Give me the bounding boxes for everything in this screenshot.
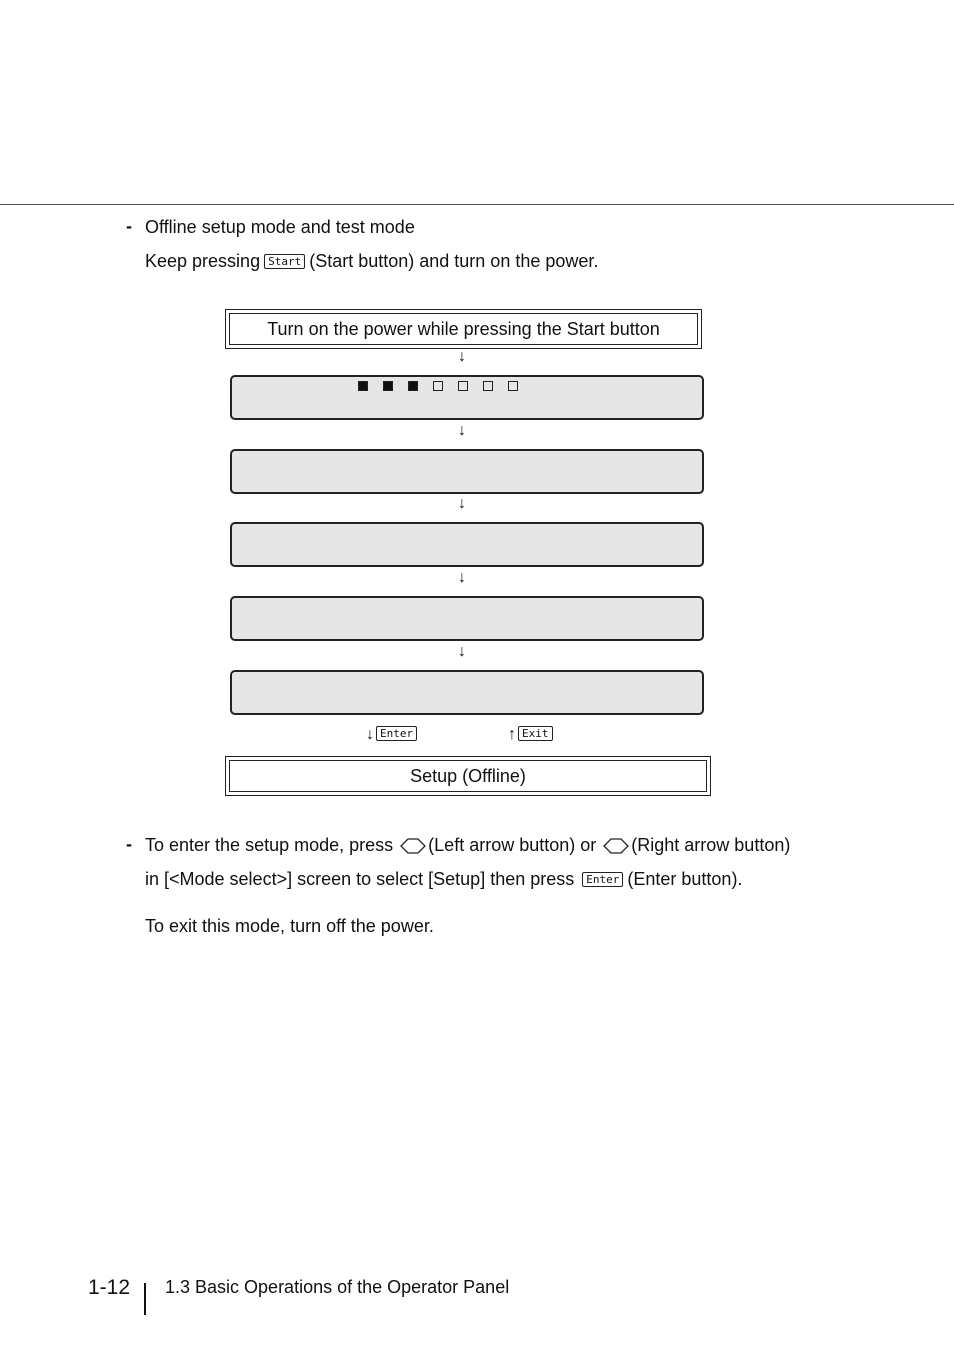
up-arrow-icon: ↑: [508, 726, 516, 743]
lcd-screen-progress: [230, 375, 704, 420]
header-rule: [0, 204, 954, 205]
exit-transition: [508, 726, 557, 744]
start-condition-label: Turn on the power while pressing the Start button: [229, 313, 698, 345]
lcd-screen: [230, 449, 704, 494]
right-arrow-button-icon: [603, 837, 629, 855]
progress-square-filled: [408, 381, 418, 391]
progress-square-empty: [483, 381, 493, 391]
start-condition-box: [225, 309, 702, 349]
footer-divider: [144, 1283, 146, 1315]
lcd-screen: [230, 596, 704, 641]
enter-transition: [366, 726, 421, 744]
progress-square-empty: [458, 381, 468, 391]
lcd-screen: [230, 670, 704, 715]
progress-square-empty: [433, 381, 443, 391]
flow-arrow: ↓: [458, 348, 466, 365]
setup-text-b: (Left arrow button) or: [428, 835, 597, 855]
section-heading: Offline setup mode and test mode: [145, 217, 415, 237]
bullet-dash: -: [126, 216, 132, 236]
setup-offline-box: [225, 756, 711, 796]
progress-square-filled: [383, 381, 393, 391]
enter-key-icon: Enter: [582, 872, 623, 887]
enter-key-icon: Enter: [376, 726, 417, 741]
start-key-icon: Start: [264, 254, 305, 269]
setup-text-c: (Right arrow button): [631, 835, 791, 855]
exit-instruction: To exit this mode, turn off the power.: [145, 916, 434, 936]
bullet-dash: -: [126, 834, 132, 854]
lcd-screen: [230, 522, 704, 567]
progress-squares: [358, 381, 518, 391]
exit-key-icon: Exit: [518, 726, 553, 741]
page-number: 1-12: [88, 1276, 131, 1299]
down-arrow-icon: ↓: [366, 726, 374, 743]
instruction-line: [145, 250, 598, 272]
instruction-text-before: Keep pressing: [145, 251, 261, 271]
flow-arrow: ↓: [458, 569, 466, 586]
setup-text-a: To enter the setup mode, press: [145, 835, 394, 855]
setup-offline-label: Setup (Offline): [229, 760, 707, 792]
left-arrow-button-icon: [400, 837, 426, 855]
setup-text-e: (Enter button).: [627, 869, 743, 889]
setup-text-d: in [<Mode select>] screen to select [Setup] then press: [145, 869, 575, 889]
footer-section-title: 1.3 Basic Operations of the Operator Panel: [165, 1277, 510, 1297]
setup-instruction-line2: [145, 868, 742, 890]
instruction-text-after: (Start button) and turn on the power.: [309, 251, 599, 271]
progress-square-empty: [508, 381, 518, 391]
flow-arrow: ↓: [458, 422, 466, 439]
progress-square-filled: [358, 381, 368, 391]
flow-arrow: ↓: [458, 643, 466, 660]
setup-instruction-line1: [145, 834, 790, 856]
flow-arrow: ↓: [458, 495, 466, 512]
